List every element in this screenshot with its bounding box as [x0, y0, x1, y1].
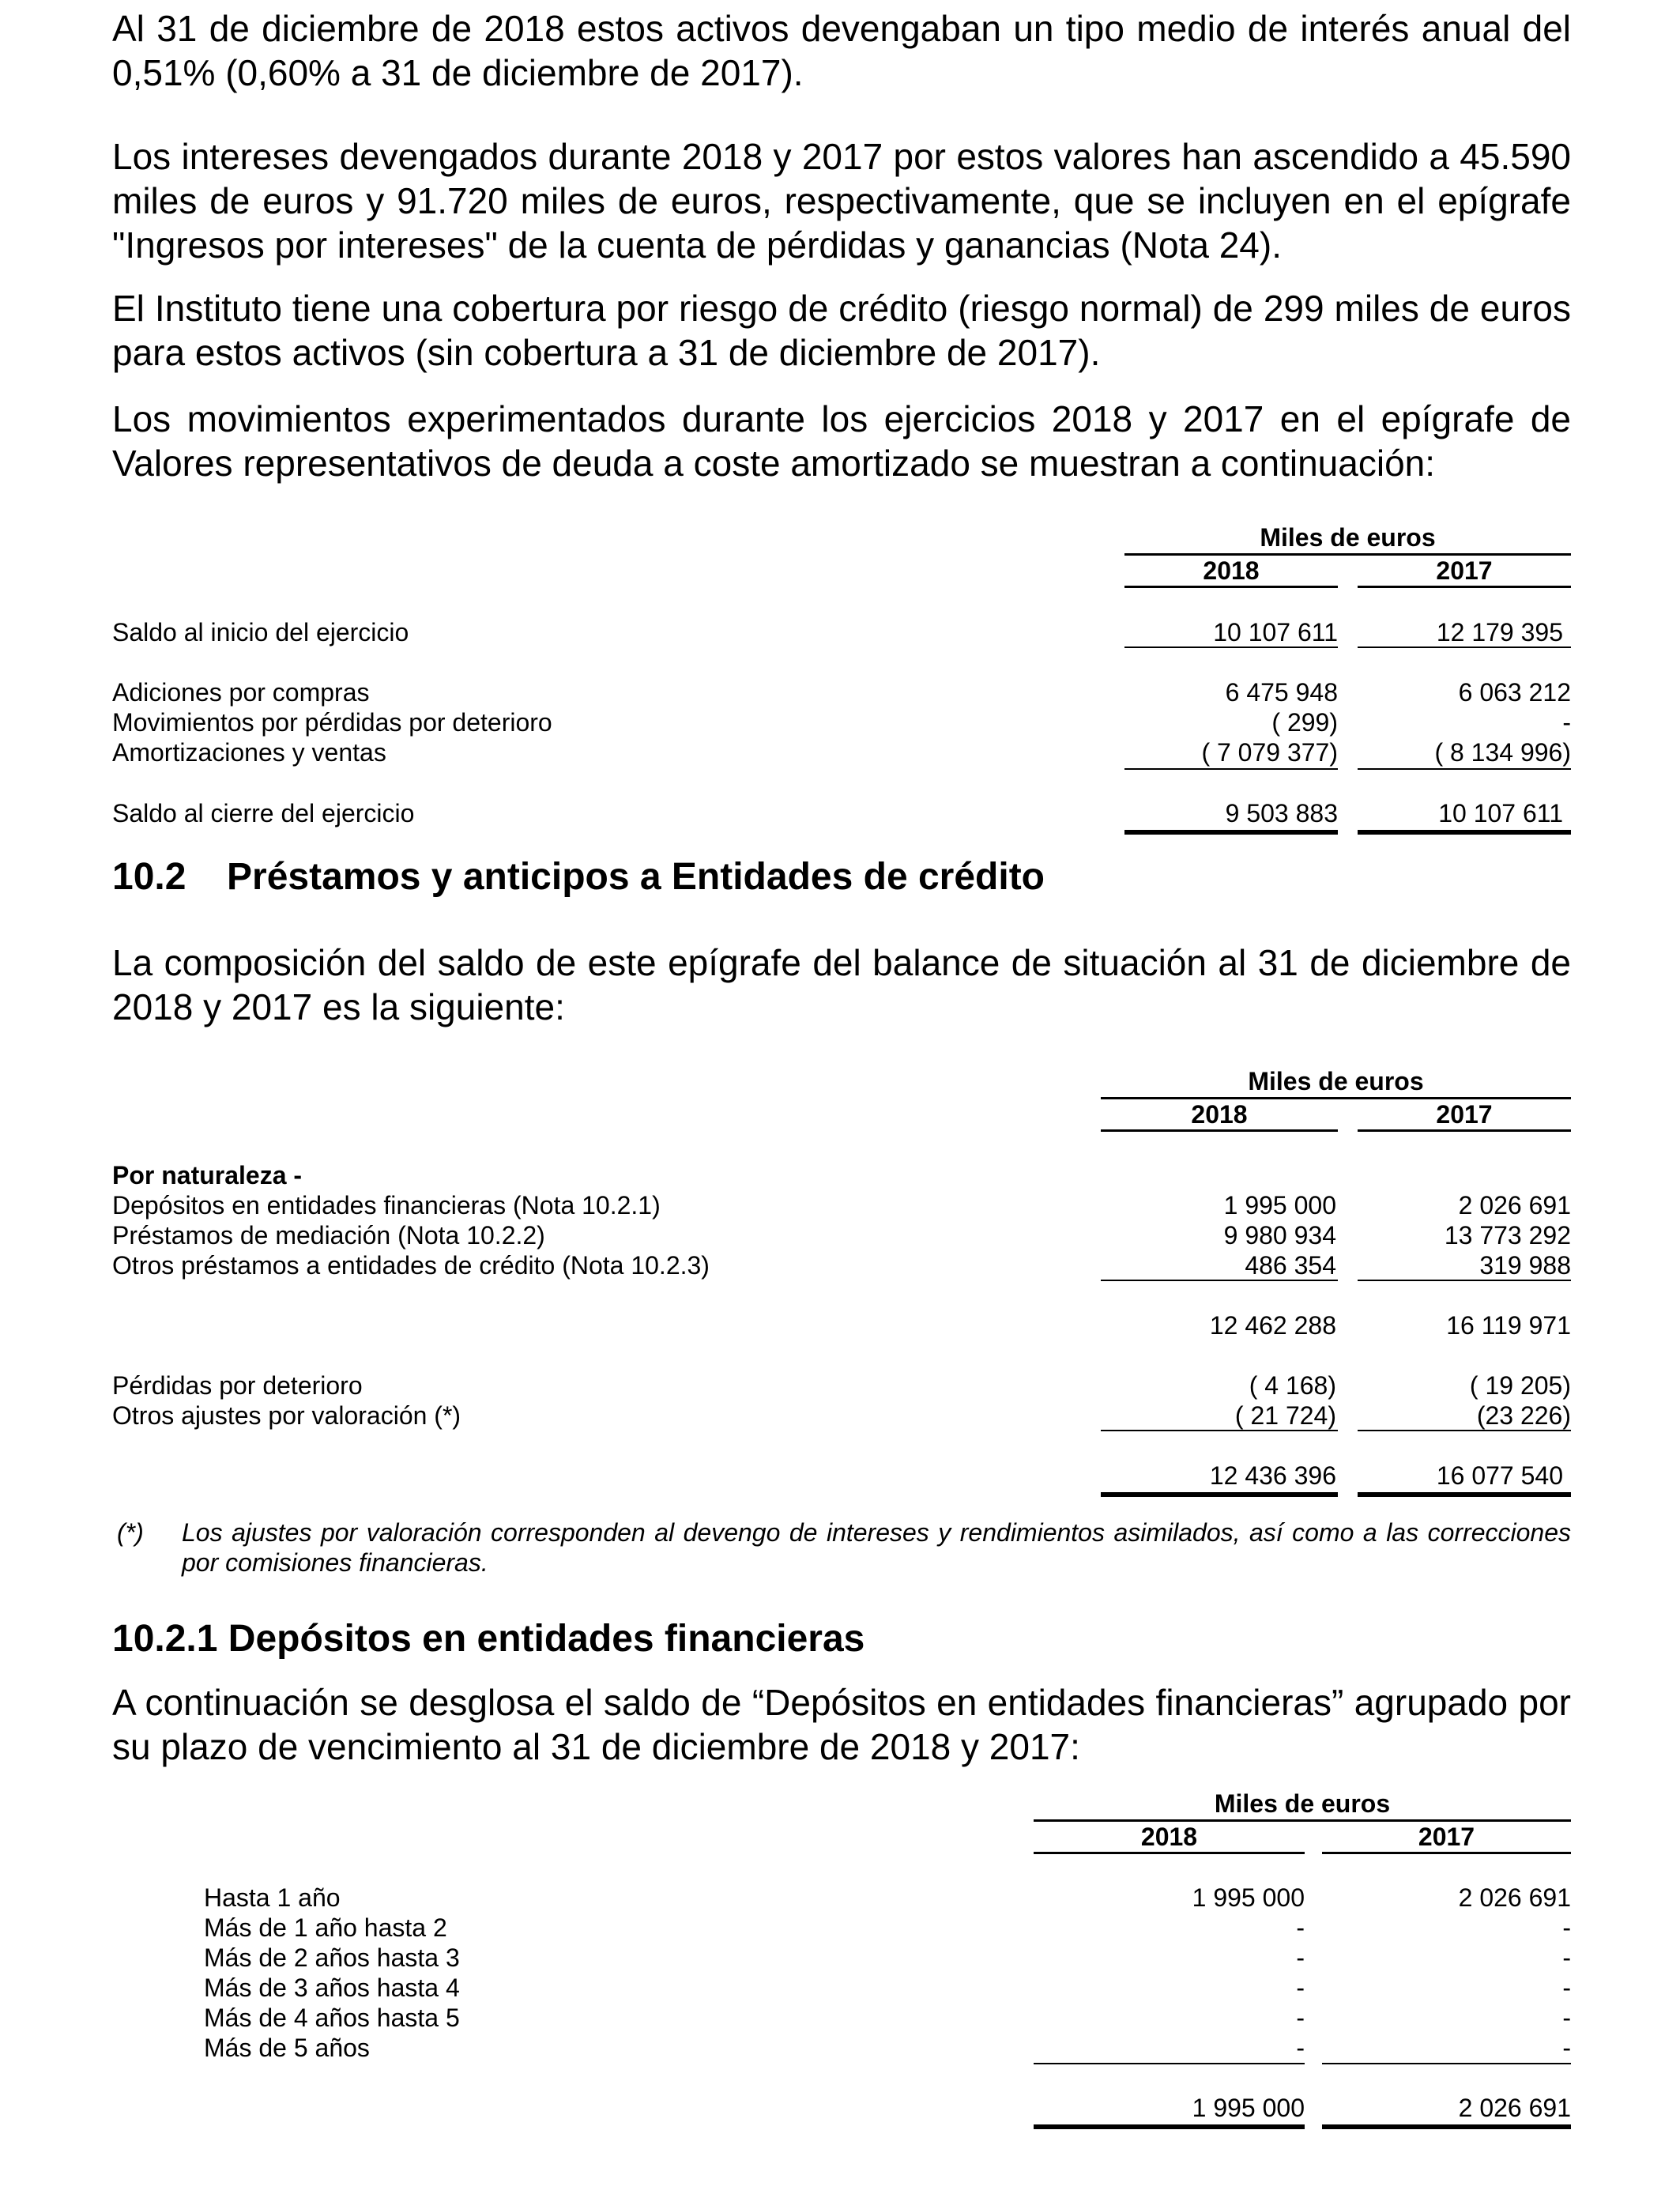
footnote-text: Los ajustes por valoración corresponden al devengo de intereses y rendimientos asimilados, así como a las correcciones por comisiones financieras.: [182, 1518, 1571, 1577]
paragraph-deposits-intro: A continuación se desglosa el saldo de “Depósitos en entidades financieras” agrupado por su plazo de vencimiento al 31 de diciembre de 2018 y 2017:: [112, 1682, 1571, 1767]
column-header-2018: 2018: [1203, 556, 1260, 585]
paragraph-interest-rate: Al 31 de diciembre de 2018 estos activos devengaban un tipo medio de interés anual del 0,51% (0,60% a 31 de diciembre de 2017).: [112, 8, 1571, 93]
total-rule: [1124, 830, 1338, 835]
column-header-2017: 2017: [1418, 1823, 1475, 1851]
row-rule: [1358, 768, 1571, 770]
row-rule: [1322, 2063, 1571, 2064]
column-header-2017: 2017: [1436, 556, 1493, 585]
row-rule: [1124, 768, 1338, 770]
column-header-2017: 2017: [1436, 1100, 1493, 1129]
row-rule: [1358, 1280, 1571, 1281]
header-rule: [1101, 1097, 1571, 1099]
header-rule: [1358, 586, 1571, 588]
column-header-2018: 2018: [1140, 1823, 1198, 1851]
column-header-2018: 2018: [1191, 1100, 1248, 1129]
total-rule: [1034, 2124, 1305, 2129]
header-rule: [1322, 1852, 1571, 1854]
row-rule: [1034, 2063, 1305, 2064]
row-rule: [1101, 1430, 1338, 1431]
paragraph-composition-intro: La composición del saldo de este epígrafe del balance de situación al 31 de diciembre de 2018 y 2017 es la siguiente:: [112, 942, 1571, 1027]
header-rule: [1034, 1819, 1571, 1822]
header-rule: [1034, 1852, 1305, 1854]
header-rule: [1124, 586, 1338, 588]
total-rule: [1322, 2124, 1571, 2129]
header-rule: [1124, 553, 1571, 556]
paragraph-credit-coverage: El Instituto tiene una cobertura por riesgo de crédito (riesgo normal) de 299 miles de euros para estos activos (sin cobertura a 31 de diciembre de 2017).: [112, 288, 1571, 373]
section-heading-10-2: 10.2 Préstamos y anticipos a Entidades de crédito: [112, 856, 1045, 898]
total-rule: [1358, 1492, 1571, 1497]
table-unit-header: Miles de euros: [1214, 1789, 1391, 1818]
row-rule: [1124, 647, 1338, 648]
row-rule: [1358, 647, 1571, 648]
table-unit-header: Miles de euros: [1260, 523, 1436, 552]
footnote-mark: (*): [117, 1518, 144, 1547]
document-page: Al 31 de diciembre de 2018 estos activos devengaban un tipo medio de interés anual del 0,51% (0,60% a 31 de diciembre de 2017). Los intereses devengados durante 2018 y 2017 por estos valores han ascendido a 45.590 miles de euros y 91.720 miles de euros, respectivamente, que se incluyen en el epígrafe "Ingresos por intereses" de la cuenta de pérdidas y ganancias (Nota 24). El Instituto tiene una cobertura por riesgo de crédito (riesgo normal) de 299 miles de euros para estos activos (sin cobertura a 31 de diciembre de 2017). Los movimientos experimentados durante los ejercicios 2018 y 2017 en el epígrafe de Valores representativos de deuda a coste amortizado se muestran a continuación: Miles de euros 2018 2017 Saldo al inicio del ejercicio 10 107 611 12 179 395 Adiciones por compras 6 475 948 6 063 212 Movimientos por pérdidas por deterioro ( 299) - Amortizaciones y ventas ( 7 079 377) ( 8 134 996) Saldo al cierre del ejercicio 9 503 883 10 107 611 10.2 Préstamos y anticipos a Entidades de crédito La composición del saldo de este epígrafe del balance de situación al 31 de diciembre de 2018 y 2017 es la siguiente: Miles de euros 2018 2017 Por naturaleza - Depósitos en entidades financieras (Nota 10.2.1) 1 995 000 2 026 691 Préstamos de mediación (Nota 10.2.2) 9 980 934 13 773 292 Otros préstamos a entidades de crédito (Nota 10.2.3) 486 354 319 988 12 462 288 16 119 971 Pérdidas por deterioro ( 4 168) ( 19 205) Otros ajustes por valoración (*) ( 21 724) (23 226) 12 436 396 16 077 540 (*) Los ajustes por valoración corresponden al devengo de intereses y rendimientos asimilados, así como a las correcciones por comisiones financieras. 10.2.1 Depósitos en entidades financieras A continuación se desglosa el saldo de “Depósitos en entidades financieras” agrupado por su plazo de vencimiento al 31 de diciembre de 2018 y 2017: Miles de euros 2018 2017 Hasta 1 año 1 995 000 2 026 691 Más de 1 año hasta 2 - - Más de 2 años hasta 3 - - Más de 3 años hasta 4 - - Más de 4 años hasta 5 - - Más de 5 años - - 1 995 000 2 026 691: [0, 0, 1680, 2194]
paragraph-movements-intro: Los movimientos experimentados durante los ejercicios 2018 y 2017 en el epígrafe de Valores representativos de deuda a coste amortizado se muestran a continuación:: [112, 398, 1571, 484]
table-unit-header: Miles de euros: [1248, 1067, 1424, 1095]
header-rule: [1358, 1129, 1571, 1132]
header-rule: [1101, 1129, 1338, 1132]
section-heading-10-2-1: 10.2.1 Depósitos en entidades financieras: [112, 1618, 865, 1660]
row-rule: [1358, 1430, 1571, 1431]
table-section-label: Por naturaleza -: [112, 1161, 303, 1189]
row-rule: [1101, 1280, 1338, 1281]
total-rule: [1358, 830, 1571, 835]
paragraph-accrued-interest: Los intereses devengados durante 2018 y 2017 por estos valores han ascendido a 45.590 miles de euros y 91.720 miles de euros, respectivamente, que se incluyen en el epígrafe "Ingresos por intereses" de la cuenta de pérdidas y ganancias (Nota 24).: [112, 136, 1571, 266]
total-rule: [1101, 1492, 1338, 1497]
